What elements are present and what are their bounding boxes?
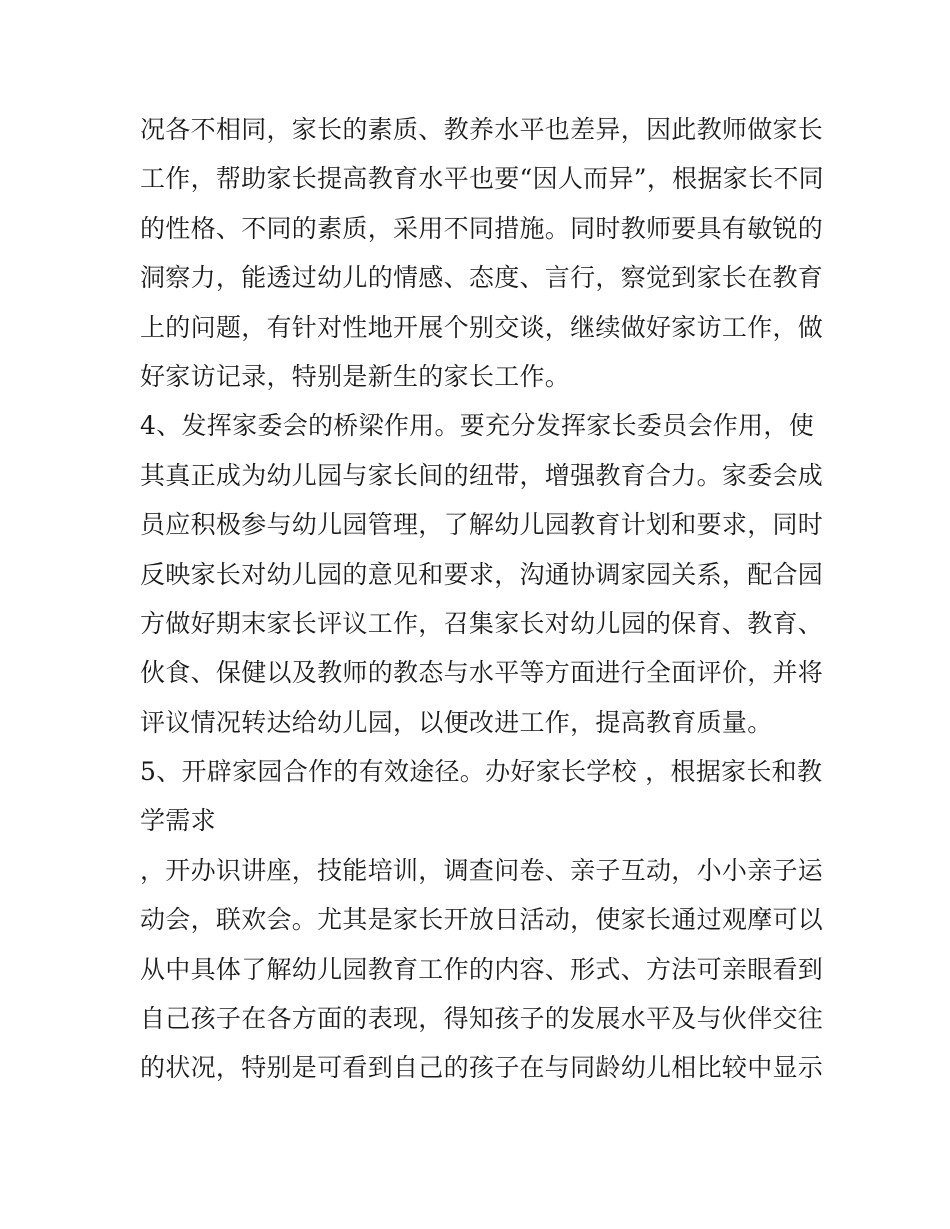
text-line: 况各不相同，家长的素质、教养水平也差异，因此教师做家长: [140, 115, 824, 144]
text-line: 评议情况转达给幼儿园，以便改进工作，提高教育质量。: [140, 707, 773, 737]
text-line: 从中具体了解幼儿园教育工作的内容、形式、方法可亲眼看到: [140, 954, 824, 984]
text-line: 其真正成为幼儿园与家长间的纽带，增强教育合力。家委会成: [140, 460, 824, 490]
text-line: 方做好期末家长评议工作，召集家长对幼儿园的保育、教育、: [140, 608, 824, 638]
text-line: 上的问题，有针对性地开展个别交谈，继续做好家访工作，做: [140, 312, 824, 342]
text-line: 学需求: [140, 806, 216, 836]
text-line: 动会，联欢会。尤其是家长开放日活动，使家长通过观摩可以: [140, 905, 824, 935]
text-line: 自己孩子在各方面的表现，得知孩子的发展水平及与伙伴交往: [140, 1004, 824, 1034]
text-line: 4、发挥家委会的桥梁作用。要充分发挥家长委员会作用，使: [140, 411, 815, 441]
text-line: 5、开辟家园合作的有效途径。办好家长学校 ，根据家长和教: [140, 757, 823, 787]
text-line: 员应积极参与幼儿园管理，了解幼儿园教育计划和要求，同时: [140, 510, 824, 540]
text-line: ，开办识讲座，技能培训，调查问卷、亲子互动，小小亲子运: [140, 855, 824, 885]
text-line: 洞察力，能透过幼儿的情感、态度、言行，察觉到家长在教育: [140, 263, 824, 293]
text-line: 反映家长对幼儿园的意见和要求，沟通协调家园关系，配合园: [140, 559, 824, 589]
text-line: 的状况，特别是可看到自己的孩子在与同龄幼儿相比较中显示: [140, 1053, 824, 1083]
text-line: 伙食、保健以及教师的教态与水平等方面进行全面评价，并将: [140, 658, 824, 688]
body-text: [140, 105, 824, 1093]
text-line: 的性格、不同的素质，采用不同措施。同时教师要具有敏锐的: [140, 213, 824, 243]
text-line: 好家访记录，特别是新生的家长工作。: [140, 361, 571, 391]
text-line: 工作，帮助家长提高教育水平也要“因人而异”，根据家长不同: [140, 164, 824, 194]
